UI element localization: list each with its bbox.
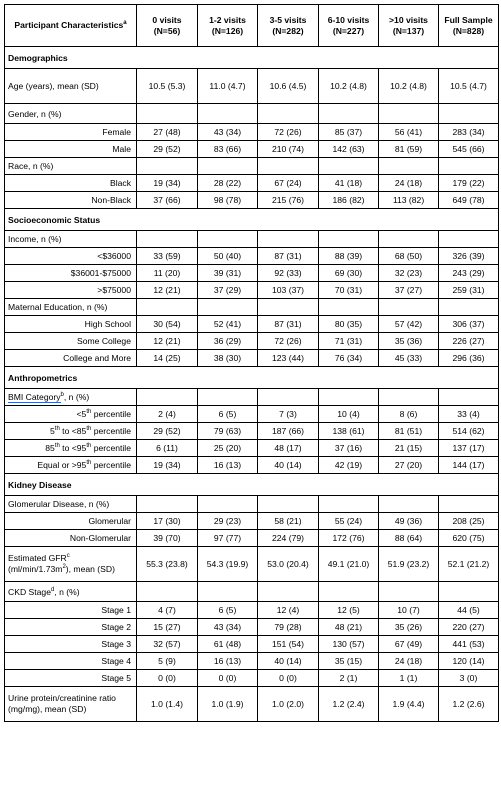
value-cell: [439, 231, 499, 248]
value-cell: 81 (59): [379, 141, 439, 158]
value-cell: [439, 104, 499, 124]
value-cell: 326 (39): [439, 248, 499, 265]
value-cell: 92 (33): [258, 265, 319, 282]
value-cell: [379, 104, 439, 124]
value-cell: [258, 299, 319, 316]
value-cell: 37 (29): [198, 282, 258, 299]
row-label: Maternal Education, n (%): [5, 299, 137, 316]
value-cell: 87 (31): [258, 316, 319, 333]
value-cell: 1.9 (4.4): [379, 687, 439, 722]
value-cell: 24 (18): [379, 653, 439, 670]
value-cell: [439, 299, 499, 316]
value-cell: [439, 582, 499, 602]
value-cell: [198, 158, 258, 175]
row-label: BMI Category$^b$, n (%): [5, 389, 137, 406]
table-row: [5, 333, 499, 350]
value-cell: 35 (36): [379, 333, 439, 350]
table-row: [5, 602, 499, 619]
value-cell: 6 (5): [198, 602, 258, 619]
table-row: [5, 440, 499, 457]
value-cell: 142 (63): [319, 141, 379, 158]
value-cell: [319, 104, 379, 124]
value-cell: 49.1 (21.0): [319, 547, 379, 582]
value-cell: [319, 158, 379, 175]
row-label: >$75000: [5, 282, 137, 299]
value-cell: 33 (4): [439, 406, 499, 423]
value-cell: 76 (34): [319, 350, 379, 367]
header-row: [5, 5, 499, 47]
value-cell: 30 (54): [137, 316, 198, 333]
row-label: Stage 5: [5, 670, 137, 687]
value-cell: 0 (0): [258, 670, 319, 687]
value-cell: 10.6 (4.5): [258, 69, 319, 104]
value-cell: [258, 104, 319, 124]
value-cell: 14 (25): [137, 350, 198, 367]
value-cell: 81 (51): [379, 423, 439, 440]
value-cell: 113 (82): [379, 192, 439, 209]
value-cell: 172 (76): [319, 530, 379, 547]
table-row: [5, 282, 499, 299]
row-label: College and More: [5, 350, 137, 367]
header-gt10-visits: >10 visits (N=137): [379, 5, 439, 47]
value-cell: [198, 231, 258, 248]
value-cell: 58 (21): [258, 513, 319, 530]
value-cell: 3 (0): [439, 670, 499, 687]
value-cell: 53.0 (20.4): [258, 547, 319, 582]
table-row: [5, 350, 499, 367]
value-cell: 441 (53): [439, 636, 499, 653]
value-cell: 1 (1): [379, 670, 439, 687]
value-cell: 40 (14): [258, 457, 319, 474]
value-cell: 243 (29): [439, 265, 499, 282]
value-cell: 12 (4): [258, 602, 319, 619]
value-cell: 37 (16): [319, 440, 379, 457]
row-label: Stage 4: [5, 653, 137, 670]
value-cell: 40 (14): [258, 653, 319, 670]
header-1-2-visits: 1-2 visits (N=126): [198, 5, 258, 47]
row-label: Female: [5, 124, 137, 141]
value-cell: 37 (27): [379, 282, 439, 299]
value-cell: 10 (4): [319, 406, 379, 423]
value-cell: 67 (49): [379, 636, 439, 653]
value-cell: 2 (4): [137, 406, 198, 423]
value-cell: 72 (26): [258, 333, 319, 350]
value-cell: 151 (54): [258, 636, 319, 653]
value-cell: 44 (5): [439, 602, 499, 619]
value-cell: [198, 299, 258, 316]
value-cell: 120 (14): [439, 653, 499, 670]
row-label: Black: [5, 175, 137, 192]
value-cell: 43 (34): [198, 124, 258, 141]
value-cell: 10.5 (5.3): [137, 69, 198, 104]
table-row: [5, 636, 499, 653]
value-cell: 97 (77): [198, 530, 258, 547]
value-cell: 10 (7): [379, 602, 439, 619]
section-anthropometrics: [5, 367, 499, 389]
value-cell: 57 (42): [379, 316, 439, 333]
table-row: [5, 496, 499, 513]
value-cell: 54.3 (19.9): [198, 547, 258, 582]
value-cell: 130 (57): [319, 636, 379, 653]
row-label: 5th to <85th percentile: [5, 423, 137, 440]
value-cell: 12 (21): [137, 282, 198, 299]
value-cell: 69 (30): [319, 265, 379, 282]
value-cell: [379, 158, 439, 175]
header-3-5-visits: 3-5 visits (N=282): [258, 5, 319, 47]
value-cell: 25 (20): [198, 440, 258, 457]
row-label: 85th to <95th percentile: [5, 440, 137, 457]
value-cell: 72 (26): [258, 124, 319, 141]
header-6-10-visits: 6-10 visits (N=227): [319, 5, 379, 47]
value-cell: 32 (23): [379, 265, 439, 282]
value-cell: 28 (22): [198, 175, 258, 192]
value-cell: 179 (22): [439, 175, 499, 192]
table-row: [5, 582, 499, 602]
row-label: Male: [5, 141, 137, 158]
value-cell: [198, 582, 258, 602]
value-cell: 16 (13): [198, 457, 258, 474]
value-cell: [319, 299, 379, 316]
value-cell: 8 (6): [379, 406, 439, 423]
value-cell: 10.5 (4.7): [439, 69, 499, 104]
value-cell: [439, 158, 499, 175]
value-cell: 19 (34): [137, 457, 198, 474]
value-cell: [198, 389, 258, 406]
value-cell: [137, 299, 198, 316]
value-cell: 15 (27): [137, 619, 198, 636]
value-cell: 49 (36): [379, 513, 439, 530]
value-cell: 2 (1): [319, 670, 379, 687]
value-cell: 0 (0): [198, 670, 258, 687]
value-cell: [379, 496, 439, 513]
value-cell: 1.0 (1.9): [198, 687, 258, 722]
row-label: Stage 1: [5, 602, 137, 619]
value-cell: [258, 231, 319, 248]
value-cell: 17 (30): [137, 513, 198, 530]
row-label: High School: [5, 316, 137, 333]
value-cell: 42 (19): [319, 457, 379, 474]
value-cell: 10.2 (4.8): [379, 69, 439, 104]
value-cell: 138 (61): [319, 423, 379, 440]
table-row: [5, 192, 499, 209]
value-cell: 45 (33): [379, 350, 439, 367]
value-cell: 35 (26): [379, 619, 439, 636]
table-row: [5, 513, 499, 530]
value-cell: 5 (9): [137, 653, 198, 670]
table-row: [5, 104, 499, 124]
value-cell: [137, 104, 198, 124]
table-row: [5, 406, 499, 423]
row-label: CKD Stage$^d$, n (%): [5, 582, 137, 602]
value-cell: 55 (24): [319, 513, 379, 530]
table-row: [5, 530, 499, 547]
row-label: Glomerular Disease, n (%): [5, 496, 137, 513]
value-cell: 259 (31): [439, 282, 499, 299]
value-cell: 545 (66): [439, 141, 499, 158]
value-cell: 32 (57): [137, 636, 198, 653]
value-cell: 220 (27): [439, 619, 499, 636]
participant-characteristics-table: [4, 4, 499, 722]
value-cell: 52.1 (21.2): [439, 547, 499, 582]
value-cell: 29 (52): [137, 141, 198, 158]
value-cell: 33 (59): [137, 248, 198, 265]
row-label: Gender, n (%): [5, 104, 137, 124]
value-cell: 144 (17): [439, 457, 499, 474]
value-cell: 36 (29): [198, 333, 258, 350]
value-cell: 620 (75): [439, 530, 499, 547]
value-cell: [137, 389, 198, 406]
value-cell: [137, 158, 198, 175]
value-cell: 38 (30): [198, 350, 258, 367]
value-cell: 226 (27): [439, 333, 499, 350]
value-cell: 29 (52): [137, 423, 198, 440]
table-row: [5, 265, 499, 282]
value-cell: [258, 496, 319, 513]
value-cell: 4 (7): [137, 602, 198, 619]
value-cell: 52 (41): [198, 316, 258, 333]
table-row: [5, 124, 499, 141]
value-cell: [319, 389, 379, 406]
table-row: [5, 299, 499, 316]
table-row: [5, 670, 499, 687]
table-row: [5, 653, 499, 670]
value-cell: 56 (41): [379, 124, 439, 141]
value-cell: 187 (66): [258, 423, 319, 440]
value-cell: 24 (18): [379, 175, 439, 192]
value-cell: [258, 158, 319, 175]
table-row: [5, 69, 499, 104]
value-cell: 123 (44): [258, 350, 319, 367]
value-cell: 12 (5): [319, 602, 379, 619]
table-row: [5, 175, 499, 192]
value-cell: 48 (17): [258, 440, 319, 457]
row-label: Age (years), mean (SD): [5, 69, 137, 104]
value-cell: 98 (78): [198, 192, 258, 209]
value-cell: [379, 582, 439, 602]
value-cell: 208 (25): [439, 513, 499, 530]
value-cell: 55.3 (23.8): [137, 547, 198, 582]
row-label: $36001-$75000: [5, 265, 137, 282]
value-cell: 137 (17): [439, 440, 499, 457]
value-cell: [198, 104, 258, 124]
table-row: [5, 248, 499, 265]
value-cell: 12 (21): [137, 333, 198, 350]
value-cell: [258, 389, 319, 406]
row-label: Non-Glomerular: [5, 530, 137, 547]
value-cell: 88 (64): [379, 530, 439, 547]
section-label: Anthropometrics: [5, 367, 499, 389]
value-cell: 87 (31): [258, 248, 319, 265]
section-label: Kidney Disease: [5, 474, 499, 496]
table-row: [5, 389, 499, 406]
table-row: [5, 619, 499, 636]
value-cell: 19 (34): [137, 175, 198, 192]
value-cell: [137, 582, 198, 602]
value-cell: 71 (31): [319, 333, 379, 350]
value-cell: 21 (15): [379, 440, 439, 457]
value-cell: [319, 231, 379, 248]
value-cell: 215 (76): [258, 192, 319, 209]
value-cell: 11.0 (4.7): [198, 69, 258, 104]
value-cell: [319, 496, 379, 513]
value-cell: 7 (3): [258, 406, 319, 423]
value-cell: 1.2 (2.6): [439, 687, 499, 722]
row-label: Race, n (%): [5, 158, 137, 175]
header-characteristics: Participant Characteristics$^a$: [5, 5, 137, 47]
row-label: <5th percentile: [5, 406, 137, 423]
value-cell: 1.2 (2.4): [319, 687, 379, 722]
table-row: [5, 687, 499, 722]
value-cell: 29 (23): [198, 513, 258, 530]
value-cell: 186 (82): [319, 192, 379, 209]
value-cell: 61 (48): [198, 636, 258, 653]
value-cell: 306 (37): [439, 316, 499, 333]
value-cell: [379, 231, 439, 248]
section-label: Socioeconomic Status: [5, 209, 499, 231]
value-cell: [379, 299, 439, 316]
value-cell: 68 (50): [379, 248, 439, 265]
row-label: Estimated GFR$^c$ $(ml/\min/1.73m^2)$, mean (SD): [5, 547, 137, 582]
value-cell: 79 (28): [258, 619, 319, 636]
value-cell: 1.0 (2.0): [258, 687, 319, 722]
value-cell: [439, 389, 499, 406]
value-cell: 41 (18): [319, 175, 379, 192]
row-label: Urine protein/creatinine ratio (mg/mg), mean (SD): [5, 687, 137, 722]
value-cell: 10.2 (4.8): [319, 69, 379, 104]
table-row: [5, 158, 499, 175]
value-cell: 6 (5): [198, 406, 258, 423]
value-cell: 48 (21): [319, 619, 379, 636]
value-cell: 80 (35): [319, 316, 379, 333]
value-cell: 39 (70): [137, 530, 198, 547]
row-label: Stage 3: [5, 636, 137, 653]
value-cell: [258, 582, 319, 602]
value-cell: 0 (0): [137, 670, 198, 687]
row-label: Some College: [5, 333, 137, 350]
section-socioeconomic: [5, 209, 499, 231]
value-cell: 37 (66): [137, 192, 198, 209]
value-cell: 43 (34): [198, 619, 258, 636]
value-cell: 35 (15): [319, 653, 379, 670]
table-row: [5, 457, 499, 474]
value-cell: 79 (63): [198, 423, 258, 440]
row-label: Glomerular: [5, 513, 137, 530]
value-cell: 51.9 (23.2): [379, 547, 439, 582]
row-label: Non-Black: [5, 192, 137, 209]
value-cell: [198, 496, 258, 513]
value-cell: 103 (37): [258, 282, 319, 299]
row-label: <$36000: [5, 248, 137, 265]
value-cell: 11 (20): [137, 265, 198, 282]
table-row: [5, 141, 499, 158]
table-row: [5, 316, 499, 333]
value-cell: 649 (78): [439, 192, 499, 209]
value-cell: 50 (40): [198, 248, 258, 265]
table-row: [5, 547, 499, 582]
value-cell: 27 (48): [137, 124, 198, 141]
value-cell: 283 (34): [439, 124, 499, 141]
section-demographics: Demographics: [5, 47, 499, 69]
value-cell: [439, 496, 499, 513]
value-cell: 70 (31): [319, 282, 379, 299]
value-cell: [137, 496, 198, 513]
header-full-sample: Full Sample (N=828): [439, 5, 499, 47]
value-cell: 210 (74): [258, 141, 319, 158]
value-cell: 296 (36): [439, 350, 499, 367]
value-cell: [379, 389, 439, 406]
row-label: Income, n (%): [5, 231, 137, 248]
table-row: [5, 423, 499, 440]
section-kidney: [5, 474, 499, 496]
value-cell: 514 (62): [439, 423, 499, 440]
value-cell: 1.0 (1.4): [137, 687, 198, 722]
value-cell: 16 (13): [198, 653, 258, 670]
header-0-visits: 0 visits (N=56): [137, 5, 198, 47]
value-cell: 83 (66): [198, 141, 258, 158]
value-cell: 224 (79): [258, 530, 319, 547]
value-cell: 85 (37): [319, 124, 379, 141]
value-cell: [319, 582, 379, 602]
value-cell: [137, 231, 198, 248]
value-cell: 67 (24): [258, 175, 319, 192]
value-cell: 27 (20): [379, 457, 439, 474]
table-row: [5, 231, 499, 248]
row-label: Equal or >95th percentile: [5, 457, 137, 474]
value-cell: 39 (31): [198, 265, 258, 282]
value-cell: 88 (39): [319, 248, 379, 265]
value-cell: 6 (11): [137, 440, 198, 457]
row-label: Stage 2: [5, 619, 137, 636]
